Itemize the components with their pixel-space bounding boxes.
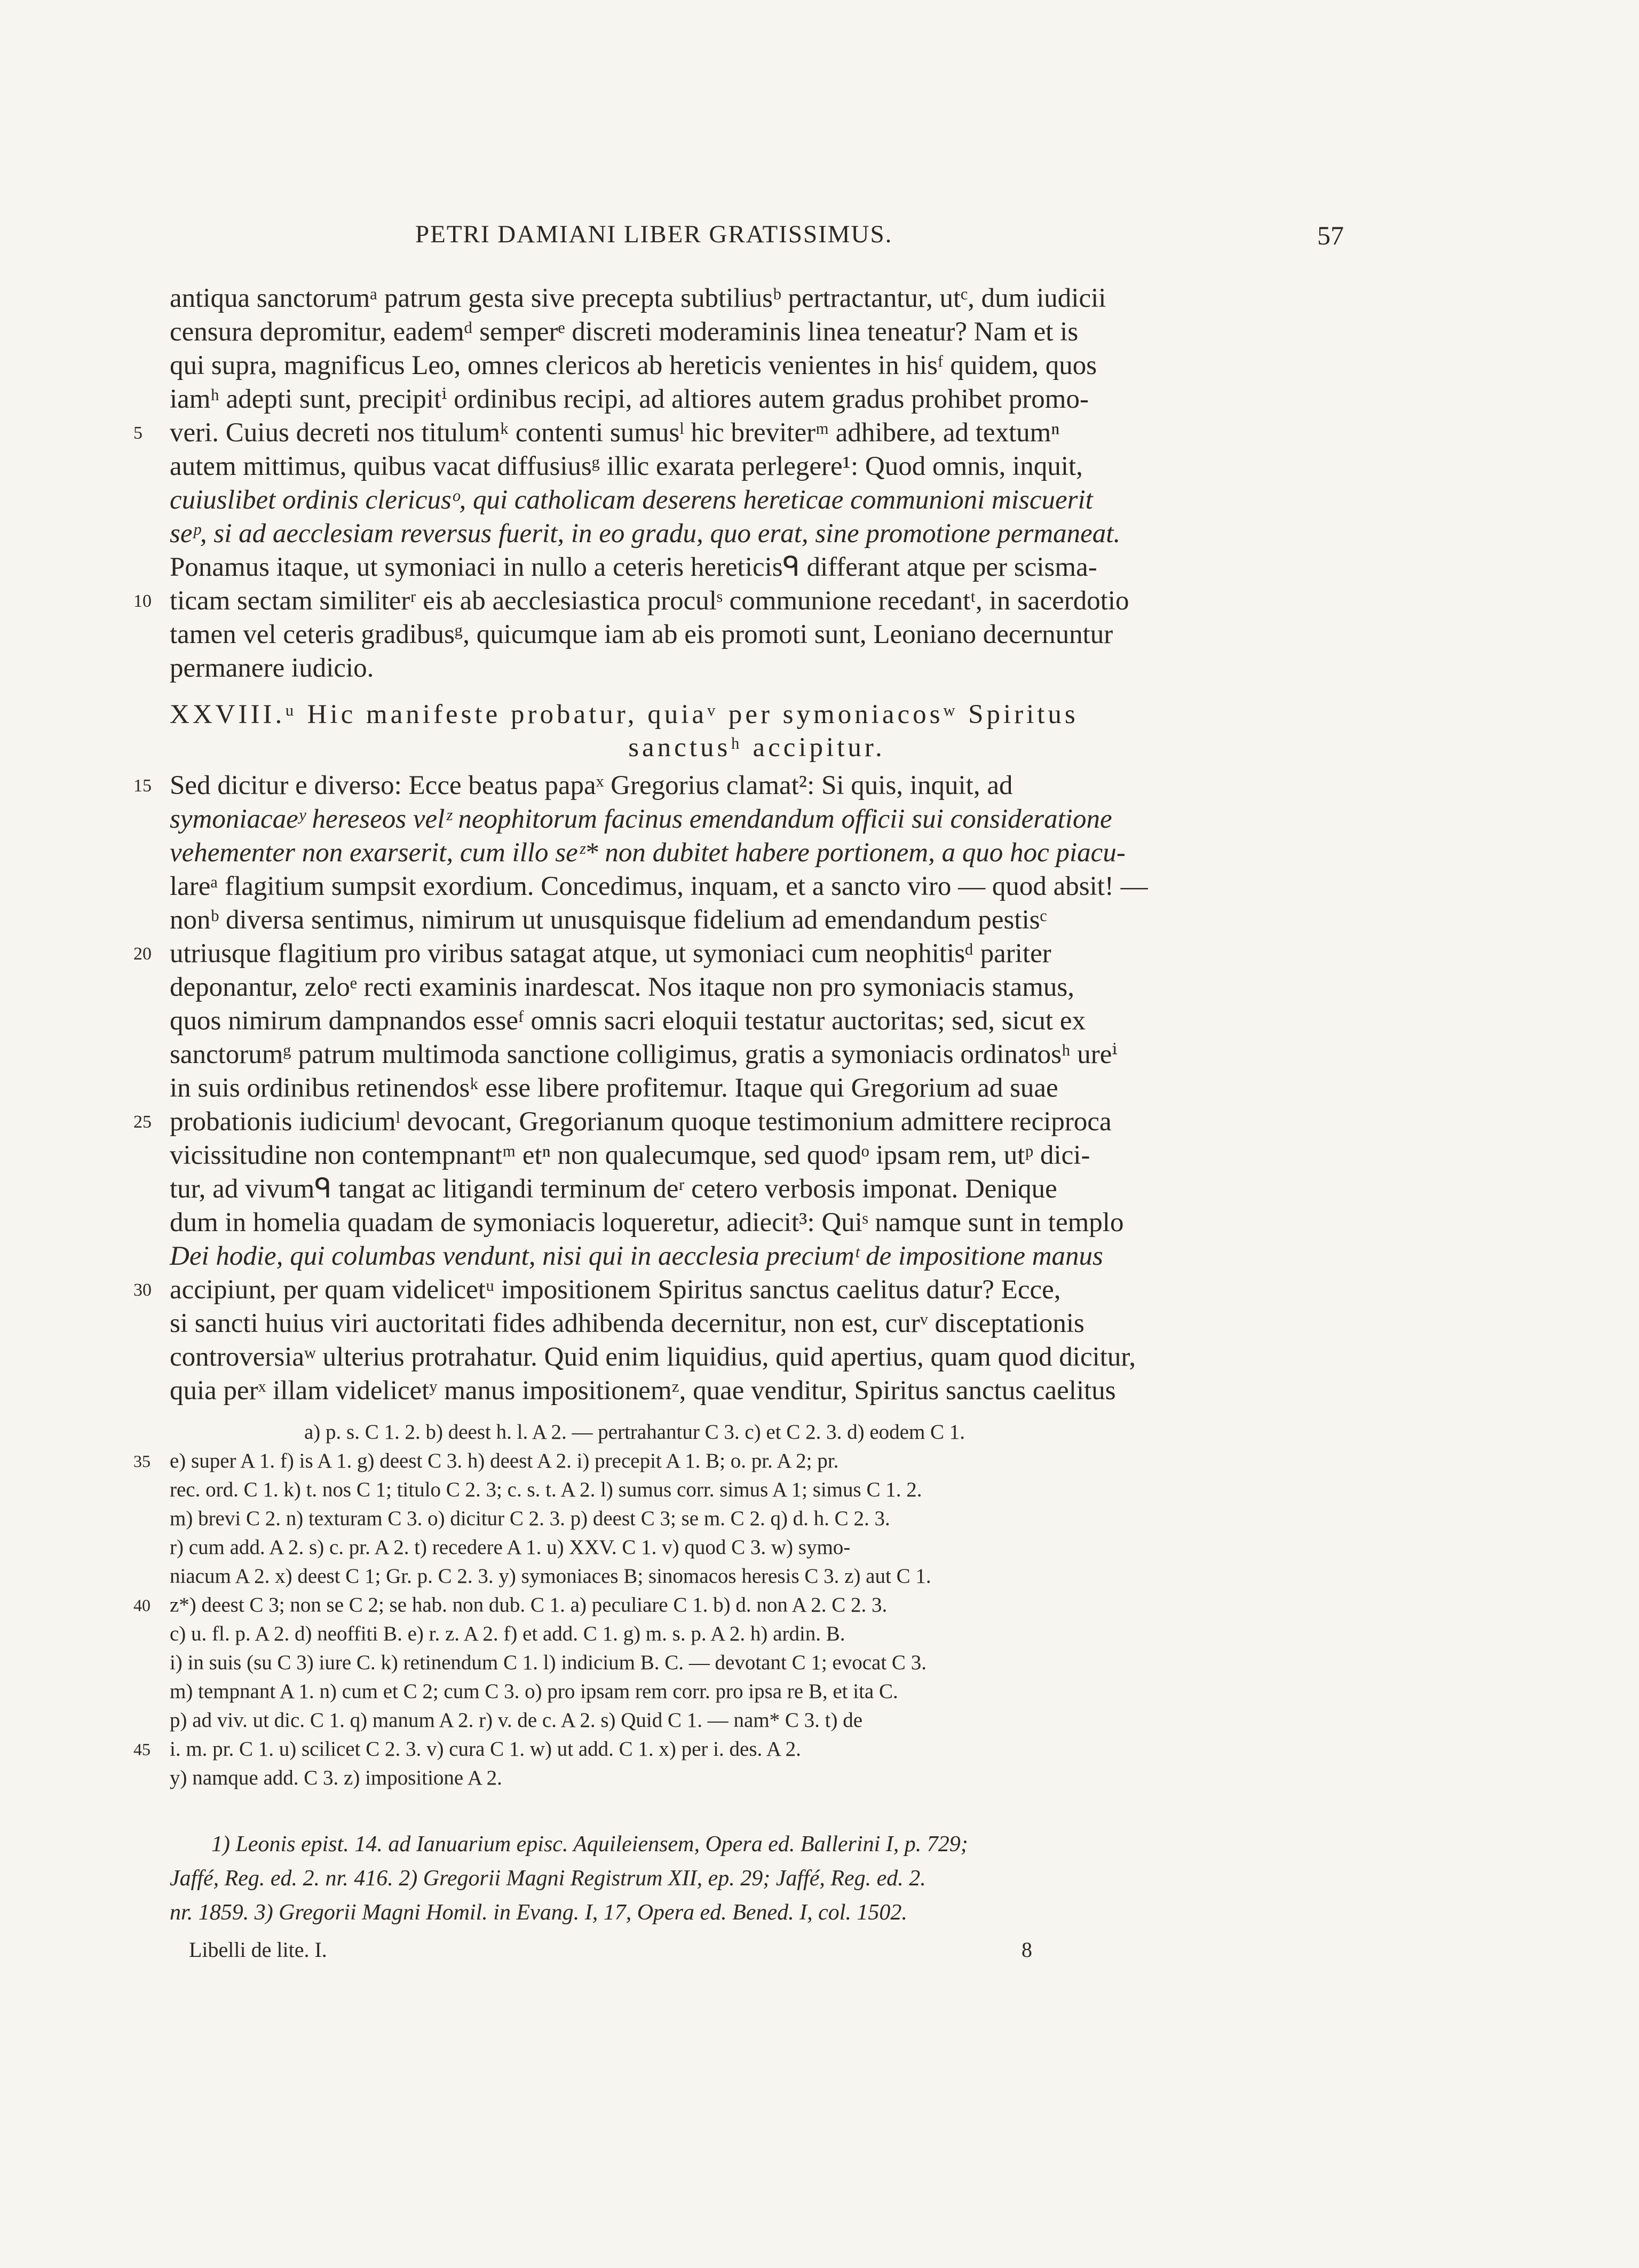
footnote-text: niacum A 2. x) deest C 1; Gr. p. C 2. 3. y) symoniaces B; sinomacos heresis C 3. z) aut C 1.: [170, 1565, 931, 1588]
text-line: [133, 449, 1366, 483]
line-number: 25: [133, 1112, 152, 1132]
line-number: 35: [133, 1452, 151, 1471]
footnote-line: [133, 1735, 1366, 1763]
source-note-line: Jaffé, Reg. ed. 2. nr. 416. 2) Gregorii Magni Registrum XII, ep. 29; Jaffé, Reg. ed. 2.: [170, 1866, 926, 1891]
footnote-line: [133, 1764, 1366, 1792]
signature-title: Libelli de lite. I.: [189, 1938, 327, 1962]
line-number: 30: [133, 1280, 152, 1300]
text-line: [133, 1138, 1366, 1172]
text-line: [133, 584, 1366, 618]
footnote-text: p) ad viv. ut dic. C 1. q) manum A 2. r) v. de c. A 2. s) Quid C 1. — nam* C 3. t) de: [170, 1709, 863, 1732]
line-text: controversiaʷ ulterius protrahatur. Quid enim liquidius, quid apertius, quam quod dicitur,: [170, 1342, 1136, 1372]
footnote-text: y) namque add. C 3. z) impositione A 2.: [170, 1766, 502, 1789]
line-text: symoniacaeʸ hereseos velᶻ neophitorum facinus emendandum officii sui consideratione: [170, 804, 1112, 834]
footnote-line: [133, 1476, 1366, 1504]
text-line: [133, 768, 1366, 803]
footnote-text: i) in suis (su C 3) iure C. k) retinendum C 1. l) indicium B. C. — devotant C 1; evocat C 3.: [170, 1651, 927, 1674]
footnote-text: z*) deest C 3; non se C 2; se hab. non dub. C 1. a) peculiare C 1. b) d. non A 2. C 2. 3.: [170, 1593, 888, 1616]
text-line: [133, 483, 1366, 517]
line-text: Sed dicitur e diverso: Ecce beatus papaˣ Gregorius clamat²: Si quis, inquit, ad: [170, 771, 1013, 800]
signature-number: 8: [1022, 1938, 1032, 1962]
footnote-line: [133, 1707, 1366, 1734]
text-line: [133, 1206, 1366, 1240]
line-text: Ponamus itaque, ut symoniaci in nullo a ceteris hereticisᑫ differant atque per scisma-: [170, 552, 1097, 582]
footnote-line: [133, 1563, 1366, 1590]
text-line: [133, 281, 1366, 315]
running-title: PETRI DAMIANI LIBER GRATISSIMUS.: [415, 220, 893, 248]
line-text: quos nimirum dampnandos esseᶠ omnis sacri eloquii testatur auctoritas; sed, sicut ex: [170, 1006, 1086, 1036]
line-text: autem mittimus, quibus vacat diffusiusᵍ illic exarata perlegere¹: Quod omnis, inquit,: [170, 451, 1083, 481]
line-text: lareᵃ flagitium sumpsit exordium. Concedimus, inquam, et a sancto viro — quod absit! —: [170, 871, 1148, 901]
line-text: dum in homelia quadam de symoniacis loqueretur, adiecit³: Quiˢ namque sunt in templo: [170, 1208, 1124, 1238]
line-text: Dei hodie, qui columbas vendunt, nisi qui in aecclesia preciumᵗ de impositione manus: [170, 1241, 1103, 1271]
footnote-text: c) u. fl. p. A 2. d) neoffiti B. e) r. z. A 2. f) et add. C 1. g) m. s. p. A 2. h) ardin. B.: [170, 1622, 845, 1645]
text-line: [133, 869, 1366, 903]
text-line: [133, 1273, 1366, 1307]
footnote-line: [133, 1534, 1366, 1561]
source-note-line: nr. 1859. 3) Gregorii Magni Homil. in Evang. I, 17, Opera ed. Bened. I, col. 1502.: [170, 1900, 907, 1925]
line-text: deponantur, zeloᵉ recti examinis inardescat. Nos itaque non pro symoniacis stamus,: [170, 972, 1075, 1002]
signature-line: [189, 1937, 1150, 1967]
line-text: ticam sectam similiterʳ eis ab aecclesiastica proculˢ communione recedantᵗ, in sacerdotio: [170, 586, 1129, 616]
line-text: permanere iudicio.: [170, 653, 374, 683]
line-text: in suis ordinibus retinendosᵏ esse libere profitemur. Itaque qui Gregorium ad suae: [170, 1073, 1058, 1103]
text-line: [133, 802, 1366, 836]
footnote-line: [133, 1678, 1366, 1706]
page-header: [170, 220, 1344, 263]
text-line: [133, 416, 1366, 450]
text-line: [133, 1340, 1366, 1374]
line-text: qui supra, magnificus Leo, omnes clericos ab hereticis venientes in hisᶠ quidem, quos: [170, 351, 1097, 380]
text-line: [133, 382, 1366, 416]
text-line: [133, 651, 1366, 685]
text-line: [133, 937, 1366, 971]
footnote-line: [133, 1620, 1366, 1648]
footnote-text: m) brevi C 2. n) texturam C 3. o) dicitur C 2. 3. p) deest C 3; se m. C 2. q) d. h. C 2. 3.: [170, 1507, 890, 1530]
footnote-text: m) tempnant A 1. n) cum et C 2; cum C 3. o) pro ipsam rem corr. pro ipsa re B, et ita C.: [170, 1680, 898, 1703]
text-line: [133, 617, 1366, 652]
text-line: [133, 970, 1366, 1004]
footnote-text: a) p. s. C 1. 2. b) deest h. l. A 2. — pertrahantur C 3. c) et C 2. 3. d) eodem C 1.: [304, 1421, 965, 1444]
footnote-line: [133, 1505, 1366, 1533]
text-line: [133, 1004, 1366, 1038]
footnote-line: [133, 1418, 1366, 1446]
footnote-line: [133, 1649, 1366, 1677]
footnote-text: e) super A 1. f) is A 1. g) deest C 3. h) deest A 2. i) precepit A 1. B; o. pr. A 2; pr.: [170, 1449, 839, 1472]
footnote-line: [133, 1591, 1366, 1619]
text-line: [133, 1037, 1366, 1072]
line-text: utriusque flagitium pro viribus satagat atque, ut symoniaci cum neophitisᵈ pariter: [170, 939, 1051, 969]
text-line: [133, 550, 1366, 584]
line-number: 10: [133, 591, 152, 611]
text-line: [133, 315, 1366, 349]
footnote-text: r) cum add. A 2. s) c. pr. A 2. t) recedere A 1. u) XXV. C 1. v) quod C 3. w) symo-: [170, 1536, 851, 1559]
line-text: vicissitudine non contempnantᵐ etⁿ non qualecumque, sed quodᵒ ipsam rem, utᵖ dici-: [170, 1140, 1090, 1170]
line-text: nonᵇ diversa sentimus, nimirum ut unusquisque fidelium ad emendandum pestisᶜ: [170, 905, 1047, 935]
line-number: 5: [133, 423, 142, 443]
text-line: [133, 1239, 1366, 1273]
text-line: [133, 1172, 1366, 1206]
line-text: iamʰ adepti sunt, precipitⁱ ordinibus recipi, ad altiores autem gradus prohibet promo-: [170, 384, 1089, 414]
line-number: 20: [133, 944, 152, 964]
line-number: 40: [133, 1596, 151, 1615]
line-text: quia perˣ illam videlicetʸ manus impositionemᶻ, quae venditur, Spiritus sanctus caelitus: [170, 1376, 1116, 1406]
line-text: vehementer non exarserit, cum illo seᶻ* non dubitet habere portionem, a quo hoc piacu-: [170, 838, 1126, 868]
text-line: [133, 1374, 1366, 1408]
text-line: [133, 1306, 1366, 1341]
footnote-text: i. m. pr. C 1. u) scilicet C 2. 3. v) cura C 1. w) ut add. C 1. x) per i. des. A 2.: [170, 1738, 801, 1761]
text-line: [133, 1071, 1366, 1105]
line-number: 45: [133, 1740, 151, 1759]
line-text: probationis iudiciumˡ devocant, Gregorianum quoque testimonium admittere reciproca: [170, 1107, 1112, 1137]
text-line: [133, 903, 1366, 937]
source-note-line: 1) Leonis epist. 14. ad Ianuarium episc. Aquileiensem, Opera ed. Ballerini I, p. 729;: [211, 1832, 968, 1857]
footnote-line: [133, 1447, 1366, 1475]
line-text: tur, ad vivumᑫ tangat ac litigandi terminum deʳ cetero verbosis imponat. Denique: [170, 1174, 1057, 1204]
line-text: sanctorumᵍ patrum multimoda sanctione colligimus, gratis a symoniacis ordinatosʰ ureⁱ: [170, 1040, 1118, 1069]
text-line: [133, 836, 1366, 870]
line-text: veri. Cuius decreti nos titulumᵏ contenti sumusˡ hic breviterᵐ adhibere, ad textumⁿ: [170, 418, 1060, 448]
text-line: [133, 517, 1366, 551]
line-text: tamen vel ceteris gradibusᵍ, quicumque iam ab eis promoti sunt, Leoniano decernuntur: [170, 620, 1113, 649]
line-number: 15: [133, 776, 152, 796]
line-text: si sancti huius viri auctoritati fides adhibenda decernitur, non est, curᵛ disceptationis: [170, 1309, 1084, 1338]
section-heading-line-1: XXVIII.ᵘ Hic manifeste probatur, quiaᵛ per symoniacosʷ Spiritus: [170, 700, 1079, 729]
line-text: accipiunt, per quam videlicetᵘ impositionem Spiritus sanctus caelitus datur? Ecce,: [170, 1275, 1061, 1305]
text-line: [133, 1105, 1366, 1139]
page-number: 57: [1317, 220, 1344, 250]
footnote-text: rec. ord. C 1. k) t. nos C 1; titulo C 2. 3; c. s. t. A 2. l) sumus corr. simus A 1; simus C 1. 2.: [170, 1478, 922, 1501]
line-text: antiqua sanctorumᵃ patrum gesta sive precepta subtiliusᵇ pertractantur, utᶜ, dum iudicii: [170, 283, 1106, 313]
line-text: seᵖ, si ad aecclesiam reversus fuerit, in eo gradu, quo erat, sine promotione permaneat.: [170, 519, 1121, 549]
line-text: cuiuslibet ordinis clericusᵒ, qui catholicam deserens hereticae communioni miscuerit: [170, 485, 1093, 515]
text-line: [133, 348, 1366, 383]
section-heading-line-2: sanctusʰ accipitur.: [628, 733, 885, 763]
line-text: censura depromitur, eademᵈ semperᵉ discreti moderaminis linea teneatur? Nam et is: [170, 317, 1079, 347]
